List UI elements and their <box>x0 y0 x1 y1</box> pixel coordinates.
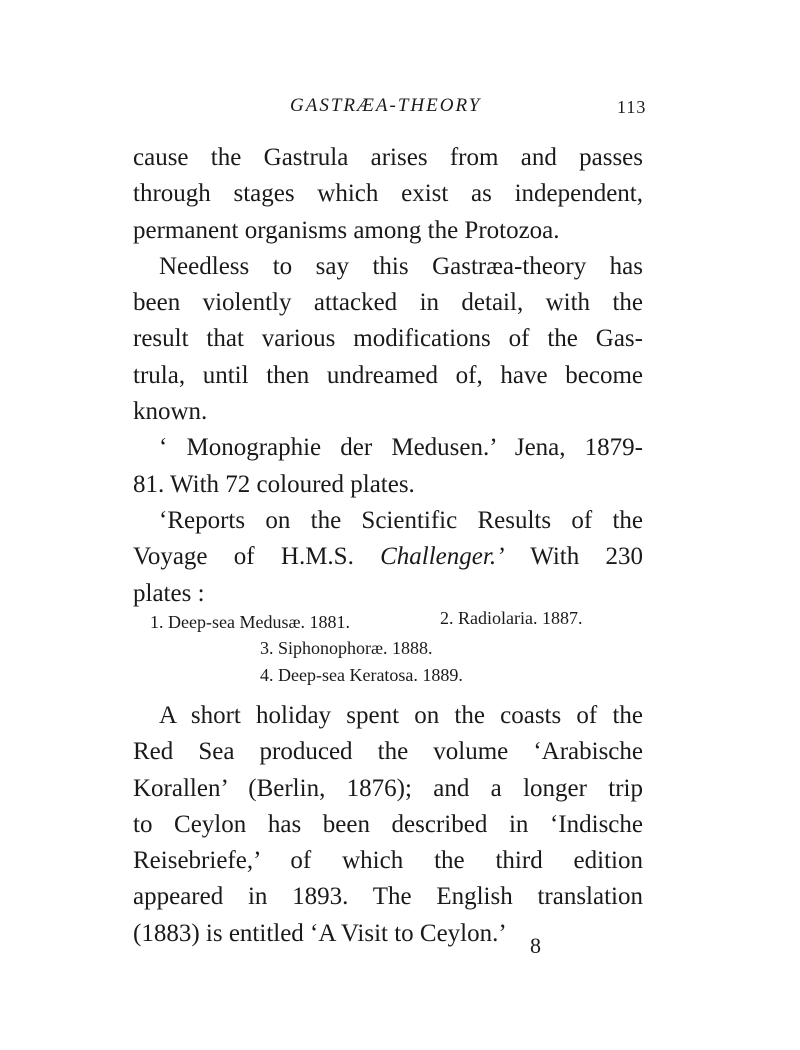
page-number: 113 <box>617 97 647 117</box>
list-item: 1. Deep-sea Medusæ. 1881. <box>150 612 350 632</box>
text-line: been violently attacked in detail, with the <box>133 289 643 317</box>
text-line: Red Sea produced the volume ‘Arabische <box>133 738 643 766</box>
list-item: 3. Siphonophoræ. 1888. <box>260 638 433 658</box>
text-line: known. <box>133 398 208 426</box>
text-line: appeared in 1893. The English translation <box>133 883 643 911</box>
ship-name: Challenger.’ <box>380 543 505 571</box>
text-line: ‘Reports on the Scientific Results of the <box>159 506 643 534</box>
text-line: 81. With 72 coloured plates. <box>133 470 415 498</box>
text-line: plates : <box>133 579 205 607</box>
text-line: permanent organisms among the Protozoa. <box>133 216 560 244</box>
text-line: result that various modifications of the Gas- <box>133 325 643 353</box>
text-line: through stages which exist as independent, <box>133 180 643 208</box>
text-line: to Ceylon has been described in ‘Indische <box>133 810 643 838</box>
list-item: 2. Radiolaria. 1887. <box>440 608 583 628</box>
text-line: ‘ Monographie der Medusen.’ Jena, 1879- <box>159 434 643 462</box>
text-line: Reisebriefe,’ of which the third edition <box>133 847 643 875</box>
text-line: A short holiday spent on the coasts of the <box>159 702 643 729</box>
text-span: Voyage of H.M.S. <box>133 543 381 571</box>
closing-paragraph <box>133 698 643 952</box>
running-title: GASTRÆA-THEORY <box>290 95 482 116</box>
text-line <box>133 539 643 575</box>
text-line: cause the Gastrula arises from and passes <box>133 144 643 171</box>
main-text <box>133 140 643 612</box>
text-line: trula, until then undreamed of, have become <box>133 361 643 389</box>
text-line: Needless to say this Gastræa-theory has <box>159 252 643 280</box>
running-head <box>0 95 800 123</box>
text-span: With 230 <box>504 543 643 571</box>
text-line: (1883) is entitled ‘A Visit to Ceylon.’ <box>133 919 507 947</box>
list-item: 4. Deep-sea Keratosa. 1889. <box>260 665 463 685</box>
text-line: Korallen’ (Berlin, 1876); and a longer trip <box>133 774 643 802</box>
signature-mark: 8 <box>530 933 541 958</box>
